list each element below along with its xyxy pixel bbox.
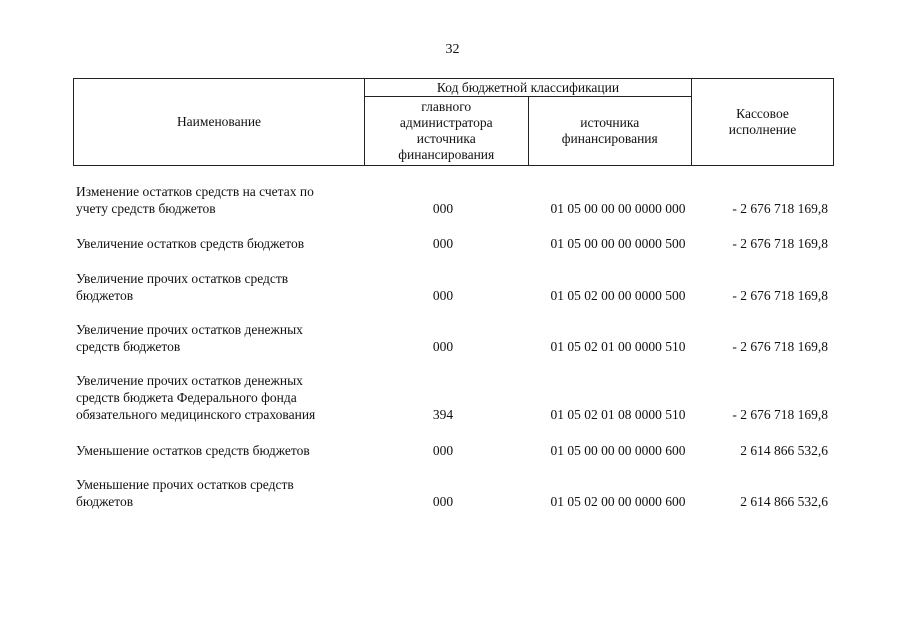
row-name: [76, 235, 366, 252]
row-name-line: средств бюджетов: [76, 339, 181, 354]
header-name: Наименование: [74, 79, 365, 166]
row-name-line: бюджетов: [76, 288, 134, 303]
row-name: [76, 476, 366, 510]
row-name-line: Увеличение прочих остатков денежных: [76, 373, 303, 388]
page-number: 32: [445, 42, 460, 57]
row-name-line: Уменьшение остатков средств бюджетов: [76, 443, 310, 458]
row-source-code: 01 05 00 00 00 0000 600: [550, 443, 686, 458]
row-name-line: Увеличение прочих остатков средств: [76, 271, 289, 286]
row-name: [76, 270, 366, 304]
header-execution: [692, 79, 834, 166]
header-admin-line: финансирования: [398, 147, 495, 162]
row-execution: - 2 676 718 169,8: [732, 288, 828, 303]
row-name: [76, 442, 366, 459]
row-source-code: 01 05 02 00 00 0000 500: [550, 288, 686, 303]
row-source-code: 01 05 02 01 08 0000 510: [550, 407, 686, 422]
row-name: [76, 372, 366, 423]
header-source: [528, 97, 692, 166]
header-execution-line: исполнение: [728, 122, 797, 137]
row-name: [76, 321, 366, 355]
row-name-line: Увеличение остатков средств бюджетов: [76, 236, 305, 251]
header-admin-line: источника: [416, 131, 476, 146]
row-name-line: бюджетов: [76, 494, 134, 509]
row-name-line: учету средств бюджетов: [76, 201, 216, 216]
row-admin-code: 000: [432, 494, 454, 509]
header-code-group: Код бюджетной классификации: [365, 79, 692, 97]
header-source-line: финансирования: [561, 131, 658, 146]
row-admin-code: 000: [432, 288, 454, 303]
row-execution: - 2 676 718 169,8: [732, 201, 828, 216]
row-admin-code: 000: [432, 339, 454, 354]
row-name-line: средств бюджета Федерального фонда: [76, 390, 297, 405]
header-admin-line: администратора: [399, 115, 493, 130]
row-name-line: обязательного медицинского страхования: [76, 407, 316, 422]
table-header: [73, 78, 834, 166]
row-admin-code: 394: [432, 407, 454, 422]
row-admin-code: 000: [432, 236, 454, 251]
header-admin: [365, 97, 529, 166]
row-name-line: Изменение остатков средств на счетах по: [76, 184, 314, 199]
header-execution-line: Кассовое: [736, 106, 789, 121]
row-execution: - 2 676 718 169,8: [732, 339, 828, 354]
row-execution: - 2 676 718 169,8: [732, 407, 828, 422]
row-source-code: 01 05 00 00 00 0000 500: [550, 236, 686, 251]
header-admin-line: главного: [421, 99, 472, 114]
row-name: [76, 183, 366, 217]
header-source-line: источника: [580, 115, 640, 130]
row-name-line: Увеличение прочих остатков денежных: [76, 322, 303, 337]
row-execution: 2 614 866 532,6: [740, 494, 828, 509]
row-source-code: 01 05 00 00 00 0000 000: [550, 201, 686, 216]
row-admin-code: 000: [432, 201, 454, 216]
row-source-code: 01 05 02 01 00 0000 510: [550, 339, 686, 354]
row-execution: 2 614 866 532,6: [740, 443, 828, 458]
row-admin-code: 000: [432, 443, 454, 458]
row-name-line: Уменьшение прочих остатков средств: [76, 477, 294, 492]
row-source-code: 01 05 02 00 00 0000 600: [550, 494, 686, 509]
row-execution: - 2 676 718 169,8: [732, 236, 828, 251]
